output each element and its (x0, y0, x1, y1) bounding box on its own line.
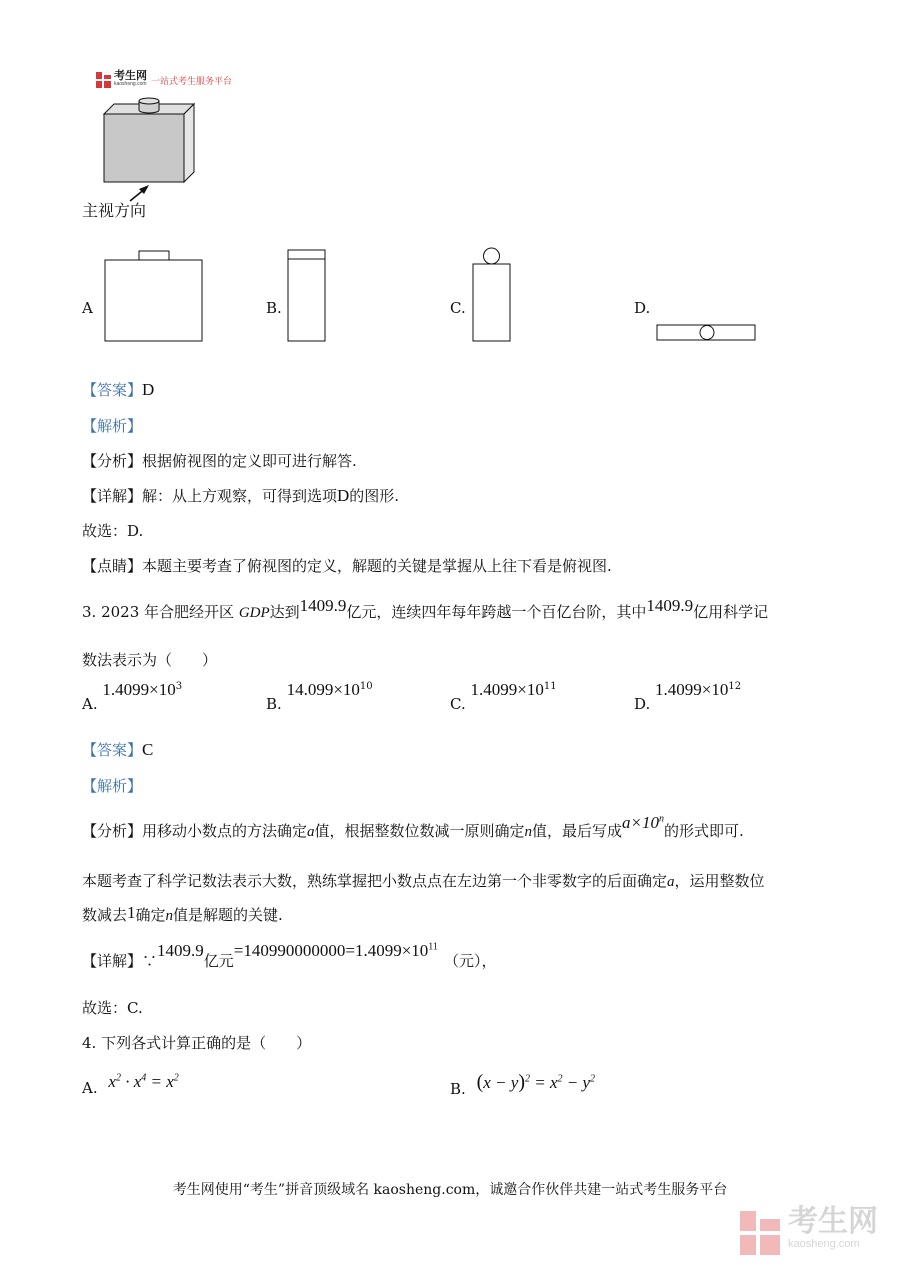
q3-option-c-exp: 11 (543, 681, 557, 692)
q3-value: 1409.9 (299, 596, 347, 615)
q3-detail-unit: 亿元 (203, 952, 234, 970)
q3-stem-text-c: 亿元，连续四年每年跨越一个百亿台阶，其中 (346, 603, 647, 621)
watermark-text: 考生网 (788, 1205, 878, 1238)
q3-para1-text: 本题考查了科学记数法表示大数，熟练掌握把小数点点在左边第一个非零数字的后面确定 (82, 872, 668, 890)
q2-option-a-figure (104, 248, 204, 344)
q2-answer-line (82, 380, 154, 400)
q2-xiangjie-text: 【详解】解：从上方观察，可得到选项 (82, 487, 338, 505)
q3-option-d-label: D. (634, 695, 651, 713)
logo-text: 考生网 (114, 70, 147, 82)
view-direction-label: 主视方向 (82, 201, 147, 220)
q2-option-c-figure (472, 245, 512, 345)
q2-fenxi: 【分析】根据俯视图的定义即可进行解答. (82, 452, 357, 470)
var-n: n (524, 824, 533, 840)
q3-option-c-label: C. (450, 695, 466, 713)
q3-stem-text-d: 亿用科学记 (693, 603, 769, 621)
q3-option-b-base: 14.099×10 (286, 680, 360, 699)
q3-detail-equation (234, 941, 438, 960)
q3-para1 (82, 871, 765, 892)
q4-option-a (82, 1072, 179, 1097)
answer-label: 【答案】 (82, 741, 143, 759)
q3-answer-line (82, 740, 153, 760)
q3-fenxi-text-b: 值，根据整数位数减一原则确定 (314, 822, 525, 840)
form-base: a×10 (622, 813, 660, 832)
q3-stem-text-b: 达到 (269, 603, 300, 621)
q3-fenxi-text: 【分析】用移动小数点的方法确定 (82, 822, 308, 840)
q3-fenxi-text-c: 值，最后写成 (532, 822, 623, 840)
var-a: a (667, 874, 675, 890)
header-logo (96, 72, 232, 88)
q2-xiangjie-letter: D (337, 486, 350, 505)
q2-option-b-figure (287, 248, 327, 344)
q2-option-d-figure (656, 322, 758, 344)
q3-option-a-label: A. (82, 695, 98, 713)
q4-option-a-label: A. (82, 1079, 98, 1097)
q3-fenxi-text-d: 的形式即可. (664, 822, 744, 840)
var-a: a (307, 824, 315, 840)
q2-xiangjie-tail: 的图形. (349, 487, 400, 505)
q3-detail-label: 【详解】∵ (82, 952, 158, 970)
q2-option-a-label: A (82, 299, 93, 317)
q3-para2-text: 数减去 (82, 906, 128, 924)
q3-para2 (82, 905, 283, 926)
q3-stem-line2: 数法表示为（ ） (82, 651, 218, 669)
q2-xiangjie (82, 486, 399, 506)
form-exp: n (659, 813, 665, 825)
q3-option-b (266, 680, 373, 713)
q4-option-b (450, 1071, 596, 1098)
number-one: 1 (127, 903, 136, 922)
q3-gdp: GDP (238, 605, 270, 621)
answer-label: 【答案】 (82, 381, 143, 399)
q3-option-a (82, 680, 183, 713)
q3-para2-text-b: 确定 (135, 906, 166, 924)
q3-guxuan: 故选：C. (82, 999, 143, 1017)
logo-slogan: 一站式考生服务平台 (151, 75, 233, 86)
analysis-label: 【解析】 (82, 417, 143, 435)
q3-option-d-base: 1.4099×10 (655, 680, 729, 699)
q3-para2-tail: 值是解题的关键. (173, 906, 283, 924)
form-expression (622, 813, 664, 832)
q3-option-c-base: 1.4099×10 (470, 680, 544, 699)
q3-option-b-exp: 10 (359, 681, 373, 692)
q3-detail-tail: （元）， (443, 952, 497, 970)
q3-option-a-exp: 3 (175, 681, 183, 692)
var-n: n (165, 908, 174, 924)
q3-fenxi (82, 813, 744, 842)
q4-option-b-expression: $(x - y)^2 = x^2 - y^2$ (476, 1071, 596, 1093)
answer-value: D (142, 380, 155, 399)
q3-option-c (450, 680, 557, 713)
q3-stem-line1 (82, 596, 769, 623)
q2-guxuan: 故选：D. (82, 522, 144, 540)
answer-value: C (142, 740, 154, 759)
q3-detail-eq: =140990000000=1.4099×10 (233, 941, 429, 960)
watermark (740, 1205, 878, 1255)
q2-option-b-label: B. (266, 299, 282, 317)
logo-domain: kaosheng.com (114, 81, 147, 87)
q4-option-a-expression: $x^2 \cdot x^4 = x^2$ (108, 1072, 179, 1091)
q3-value-2: 1409.9 (646, 596, 694, 615)
watermark-logo-icon (740, 1211, 782, 1255)
box-3d-figure (95, 95, 205, 205)
q3-stem-text: 3. 2023 年合肥经开区 (82, 603, 235, 621)
watermark-domain: kaosheng.com (788, 1238, 860, 1250)
q3-detail-exp: 11 (428, 941, 438, 953)
q3-option-b-label: B. (266, 695, 282, 713)
q2-option-d-label: D. (634, 299, 651, 317)
q2-option-c-label: C. (450, 299, 466, 317)
q4-stem: 4. 下列各式计算正确的是（ ） (82, 1034, 312, 1052)
analysis-label: 【解析】 (82, 777, 143, 795)
kaosheng-logo-icon (96, 72, 112, 88)
q3-option-d-exp: 12 (728, 681, 742, 692)
q4-option-b-label: B. (450, 1080, 466, 1098)
q3-detail-value: 1409.9 (157, 941, 204, 960)
footer-text: 考生网使用“考生”拼音顶级域名 kaosheng.com，诚邀合作伙伴共建一站式考生服务平台 (172, 1182, 728, 1198)
q3-para1-tail: ，运用整数位 (674, 872, 765, 890)
q3-option-d (634, 680, 742, 713)
q3-option-a-base: 1.4099×10 (102, 680, 176, 699)
q2-dianjing: 【点睛】本题主要考查了俯视图的定义，解题的关键是掌握从上往下看是俯视图. (82, 557, 612, 575)
